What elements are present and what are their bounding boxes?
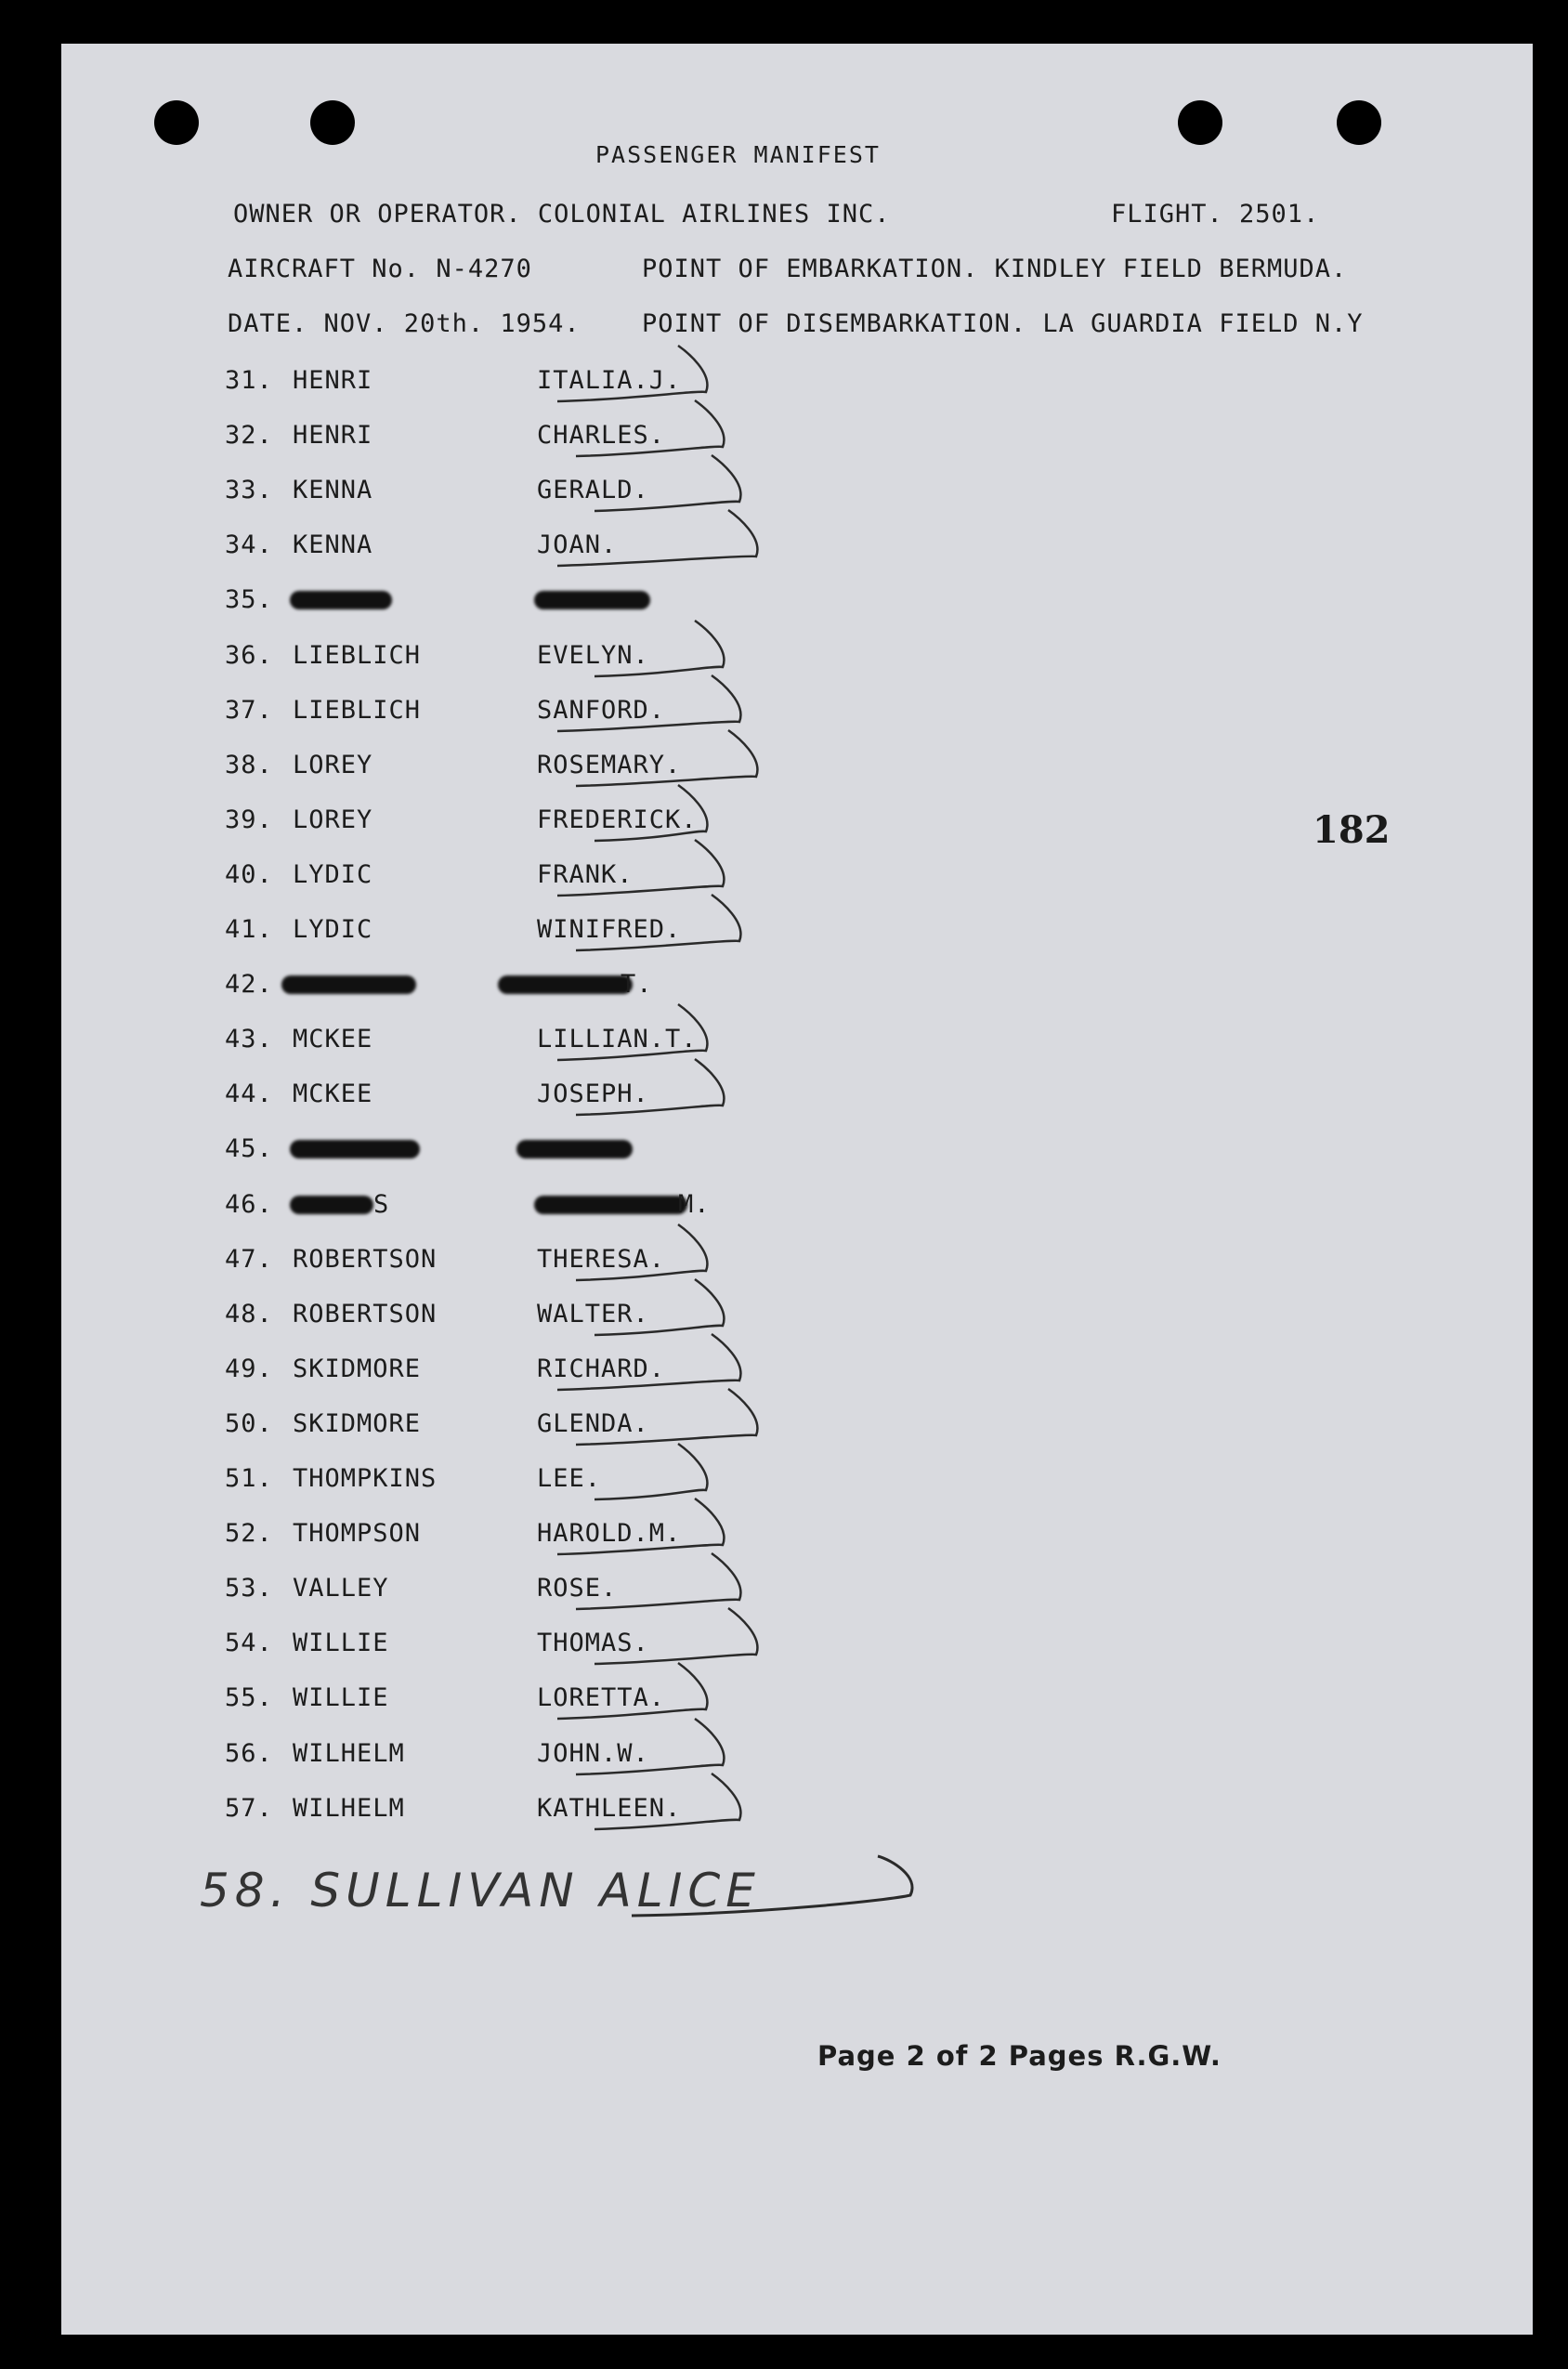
check-mark — [576, 895, 740, 950]
passenger-surname: KENNA — [293, 530, 373, 559]
passenger-surname: THOMPKINS — [293, 1464, 438, 1493]
passenger-number: 55. — [225, 1683, 273, 1712]
passenger-number: 49. — [225, 1355, 273, 1383]
passenger-surname: SKIDMORE — [293, 1409, 422, 1438]
passenger-first-name: T. — [621, 970, 653, 999]
check-mark — [576, 1719, 724, 1774]
passenger-first-name: GERALD. — [537, 476, 649, 504]
passenger-surname: WILHELM — [293, 1739, 405, 1768]
passenger-number: 47. — [225, 1245, 273, 1274]
check-mark — [557, 346, 707, 401]
passenger-first-name: GLENDA. — [537, 1409, 649, 1438]
passenger-number: 33. — [225, 476, 273, 504]
passenger-number: 36. — [225, 641, 273, 670]
handwritten-passenger-entry: 58. SULLIVAN ALICE — [200, 1864, 761, 1917]
passenger-first-name: JOSEPH. — [537, 1080, 649, 1108]
passenger-number: 41. — [225, 915, 273, 944]
passenger-number: 43. — [225, 1025, 273, 1054]
owner-operator: OWNER OR OPERATOR. COLONIAL AIRLINES INC. — [233, 200, 891, 229]
check-mark — [595, 1444, 707, 1499]
passenger-number: 45. — [225, 1134, 273, 1163]
passenger-surname: LIEBLICH — [293, 696, 422, 725]
passenger-first-name: JOHN.W. — [537, 1739, 649, 1768]
check-mark — [557, 840, 724, 896]
passenger-number: 57. — [225, 1794, 273, 1823]
passenger-first-name: FREDERICK. — [537, 805, 698, 834]
passenger-number: 34. — [225, 530, 273, 559]
check-mark — [595, 785, 707, 841]
passenger-first-name: THOMAS. — [537, 1629, 649, 1657]
check-mark — [576, 400, 724, 456]
check-mark — [576, 1553, 740, 1609]
check-mark — [595, 621, 724, 676]
passenger-number: 53. — [225, 1574, 273, 1603]
passenger-first-name: WINIFRED. — [537, 915, 682, 944]
passenger-surname: HENRI — [293, 421, 373, 450]
passenger-surname: LYDIC — [293, 860, 373, 889]
passenger-surname: LIEBLICH — [293, 641, 422, 670]
passenger-number: 38. — [225, 751, 273, 779]
passenger-first-name: JOAN. — [537, 530, 618, 559]
passenger-first-name: CHARLES. — [537, 421, 666, 450]
check-mark — [576, 1059, 724, 1115]
check-mark — [595, 1608, 757, 1664]
check-mark — [576, 1224, 707, 1280]
passenger-surname: MCKEE — [293, 1025, 373, 1054]
passenger-first-name: ROSE. — [537, 1574, 618, 1603]
passenger-first-name: HAROLD.M. — [537, 1519, 682, 1548]
check-mark — [595, 455, 740, 511]
passenger-first-name: SANFORD. — [537, 696, 666, 725]
check-mark — [557, 675, 740, 731]
passenger-surname: THOMPSON — [293, 1519, 422, 1548]
page-number-stamp: 182 — [1313, 808, 1391, 852]
passenger-number: 52. — [225, 1519, 273, 1548]
manifest-date: DATE. NOV. 20th. 1954. — [228, 309, 581, 338]
passenger-surname: LYDIC — [293, 915, 373, 944]
passenger-number: 42. — [225, 970, 273, 999]
passenger-number: 46. — [225, 1190, 273, 1219]
check-mark — [557, 1499, 724, 1554]
check-mark — [557, 510, 757, 566]
passenger-number: 37. — [225, 696, 273, 725]
passenger-surname: ROBERTSON — [293, 1300, 438, 1328]
passenger-first-name: ROSEMARY. — [537, 751, 682, 779]
passenger-number: 50. — [225, 1409, 273, 1438]
flight-number: FLIGHT. 2501. — [1111, 200, 1320, 229]
passenger-first-name: M. — [678, 1190, 711, 1219]
passenger-number: 54. — [225, 1629, 273, 1657]
point-of-embarkation: POINT OF EMBARKATION. KINDLEY FIELD BERMUDA. — [642, 255, 1348, 283]
passenger-surname: WILLIE — [293, 1629, 389, 1657]
aircraft-number: AIRCRAFT No. N-4270 — [228, 255, 532, 283]
check-mark — [595, 1773, 740, 1829]
passenger-surname: WILLIE — [293, 1683, 389, 1712]
check-mark — [595, 1279, 724, 1335]
passenger-number: 39. — [225, 805, 273, 834]
passenger-surname: WILHELM — [293, 1794, 405, 1823]
passenger-surname: LOREY — [293, 805, 373, 834]
passenger-first-name: LORETTA. — [537, 1683, 666, 1712]
check-mark — [576, 730, 757, 786]
page-footer: Page 2 of 2 Pages R.G.W. — [817, 2040, 1222, 2072]
point-of-disembarkation: POINT OF DISEMBARKATION. LA GUARDIA FIELD N.Y — [642, 309, 1364, 338]
passenger-first-name: EVELYN. — [537, 641, 649, 670]
passenger-number: 32. — [225, 421, 273, 450]
check-mark — [576, 1389, 757, 1445]
passenger-surname: HENRI — [293, 366, 373, 395]
passenger-first-name: WALTER. — [537, 1300, 649, 1328]
passenger-surname: VALLEY — [293, 1574, 389, 1603]
passenger-surname: MCKEE — [293, 1080, 373, 1108]
passenger-first-name: LEE. — [537, 1464, 602, 1493]
check-mark — [557, 1004, 707, 1060]
passenger-surname: ROBERTSON — [293, 1245, 438, 1274]
passenger-first-name: ITALIA.J. — [537, 366, 682, 395]
passenger-number: 56. — [225, 1739, 273, 1768]
passenger-first-name: FRANK. — [537, 860, 634, 889]
check-mark — [557, 1334, 740, 1390]
passenger-first-name: RICHARD. — [537, 1355, 666, 1383]
passenger-first-name: KATHLEEN. — [537, 1794, 682, 1823]
passenger-surname: SKIDMORE — [293, 1355, 422, 1383]
passenger-surname: LOREY — [293, 751, 373, 779]
passenger-surname: S — [373, 1190, 390, 1219]
check-mark — [557, 1663, 707, 1719]
passenger-surname: KENNA — [293, 476, 373, 504]
passenger-number: 44. — [225, 1080, 273, 1108]
passenger-number: 40. — [225, 860, 273, 889]
passenger-number: 48. — [225, 1300, 273, 1328]
passenger-number: 31. — [225, 366, 273, 395]
passenger-first-name: LILLIAN.T. — [537, 1025, 698, 1054]
passenger-number: 51. — [225, 1464, 273, 1493]
passenger-number: 35. — [225, 585, 273, 614]
passenger-first-name: THERESA. — [537, 1245, 666, 1274]
manifest-title: PASSENGER MANIFEST — [595, 141, 881, 168]
